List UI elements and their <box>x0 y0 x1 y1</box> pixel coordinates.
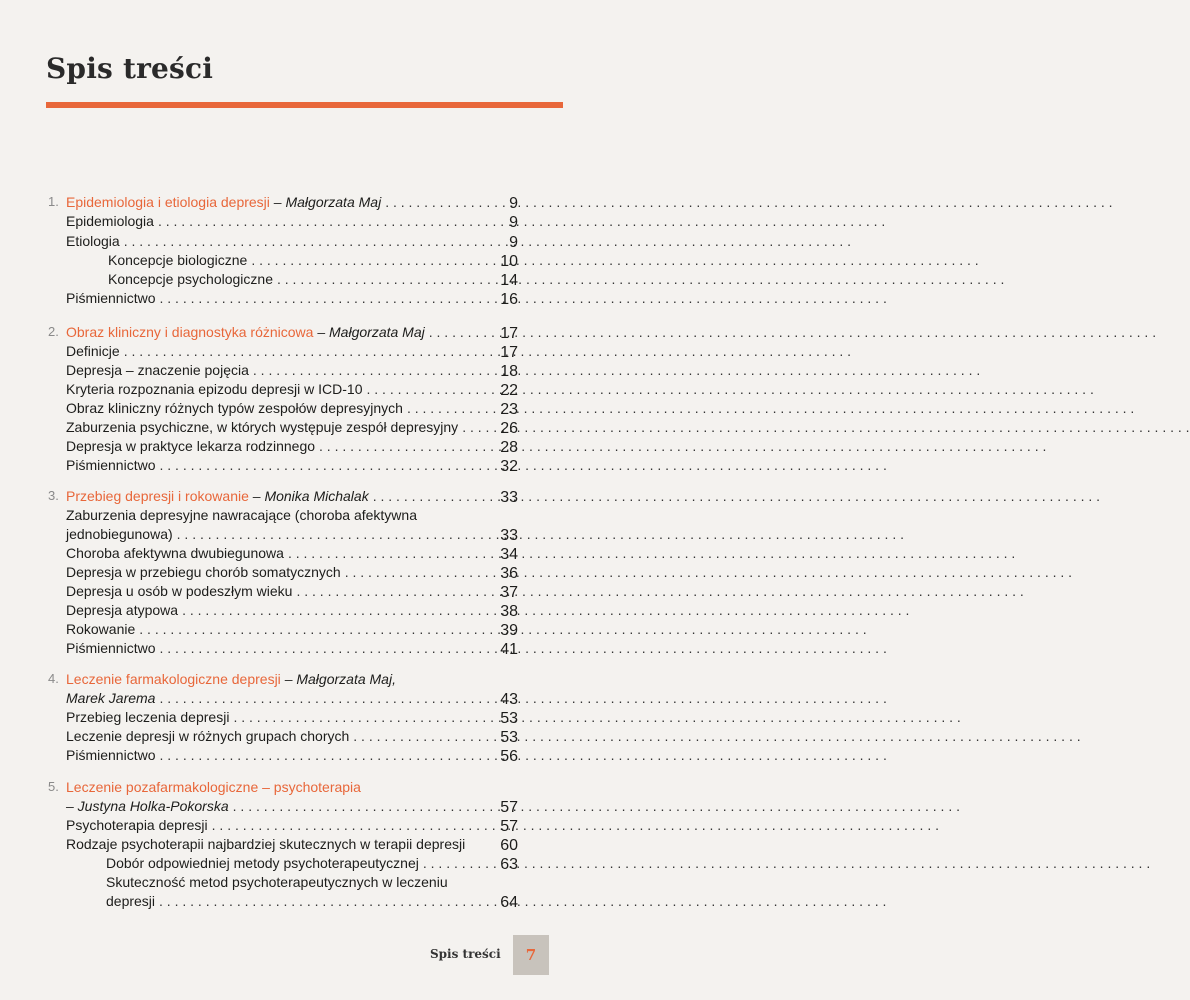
chapter-2-title: Obraz kliniczny i diagnostyka różnicowa <box>66 324 314 340</box>
toc-entry-page: 60 <box>500 837 518 854</box>
toc-entry[interactable]: Koncepcje biologiczne . . . <box>108 250 470 270</box>
chapter-1-title: Epidemiologia i etiologia depresji <box>66 194 270 210</box>
toc-entry[interactable]: Epidemiologia . . . <box>66 211 470 231</box>
chapter-2-page: 17 <box>500 325 518 342</box>
toc-entry[interactable]: Depresja w praktyce lekarza rodzinnego . . . <box>66 436 470 456</box>
toc-entry[interactable]: Definicje . . . <box>66 341 470 361</box>
chapter-2-author: – Małgorzata Maj <box>317 324 425 340</box>
toc-entry[interactable]: Depresja – znaczenie pojęcia . . . <box>66 360 470 380</box>
toc-entry[interactable]: Koncepcje psychologiczne . . . <box>108 269 470 289</box>
chapter-5-author-line[interactable]: – Justyna Holka-Pokorska . . . <box>66 796 470 816</box>
toc-entry[interactable]: Depresja w przebiegu chorób somatycznych . . . <box>66 562 470 582</box>
page-title: Spis treści <box>46 52 214 85</box>
toc-entry-page: 56 <box>500 748 518 765</box>
toc-entry[interactable]: Dobór odpowiedniej metody psychoterapeutycznej . . . <box>106 853 470 873</box>
chapter-5-page: 57 <box>500 799 518 816</box>
toc-entry-page: 34 <box>500 546 518 563</box>
toc-entry[interactable]: depresji . . . <box>106 891 470 911</box>
toc-entry-page: 17 <box>500 344 518 361</box>
toc-entry[interactable]: Leczenie depresji w różnych grupach chorych . . . <box>66 726 470 746</box>
toc-entry-page: 9 <box>509 214 518 231</box>
toc-entry[interactable]: Zaburzenia psychiczne, w których występuje zespół depresyjny . . . <box>66 417 470 437</box>
toc-entry[interactable]: Zaburzenia depresyjne nawracające (choroba afektywna <box>66 507 417 523</box>
toc-entry-page: 38 <box>500 603 518 620</box>
chapter-3-author: – Monika Michalak <box>252 488 369 504</box>
toc-entry[interactable]: jednobiegunowa) . . . <box>66 524 470 544</box>
chapter-2-heading-line[interactable] <box>66 322 486 342</box>
toc-entry[interactable]: Psychoterapia depresji . . . <box>66 815 470 835</box>
toc-entry-page: 28 <box>500 439 518 456</box>
chapter-4-author-line[interactable]: Marek Jarema . . . <box>66 688 470 708</box>
chapter-4-number: 4. <box>48 671 59 686</box>
toc-entry[interactable]: Depresja atypowa . . . <box>66 600 470 620</box>
toc-entry[interactable]: Etiologia . . . <box>66 231 470 251</box>
toc-entry[interactable]: Piśmiennictwo . . . <box>66 455 470 475</box>
toc-entry-page: 23 <box>500 401 518 418</box>
toc-entry[interactable]: Kryteria rozpoznania epizodu depresji w ICD-10 . . . <box>66 379 470 399</box>
chapter-5-title: Leczenie pozafarmakologiczne – psychoterapia <box>66 779 361 795</box>
chapter-5-heading-line[interactable] <box>66 777 518 797</box>
toc-entry-page: 33 <box>500 527 518 544</box>
toc-entry-page: 39 <box>500 622 518 639</box>
toc-entry[interactable]: Skuteczność metod psychoterapeutycznych w leczeniu <box>106 874 448 890</box>
toc-entry[interactable]: Piśmiennictwo . . . <box>66 638 470 658</box>
toc-entry-page: 9 <box>509 234 518 251</box>
chapter-1-heading-line[interactable] <box>66 192 518 212</box>
toc-entry-page: 36 <box>500 565 518 582</box>
toc-entry-page: 41 <box>500 641 518 658</box>
toc-entry-page: 53 <box>500 729 518 746</box>
toc-entry[interactable]: Choroba afektywna dwubiegunowa . . . <box>66 543 470 563</box>
toc-entry-page: 63 <box>500 856 518 873</box>
chapter-3-heading-line[interactable] <box>66 486 470 506</box>
table-of-contents <box>0 0 563 1000</box>
chapter-4-page: 43 <box>500 691 518 708</box>
toc-entry-page: 16 <box>500 291 518 308</box>
chapter-4-title: Leczenie farmakologiczne depresji <box>66 671 281 687</box>
toc-entry-page: 14 <box>500 272 518 289</box>
chapter-5-number: 5. <box>48 779 59 794</box>
toc-entry[interactable]: Rokowanie . . . <box>66 619 470 639</box>
toc-entry-page: 10 <box>500 253 518 270</box>
chapter-3-number: 3. <box>48 488 59 503</box>
chapter-4-author: – Małgorzata Maj, <box>284 671 396 687</box>
page-number: 7 <box>525 946 537 964</box>
toc-entry-page: 26 <box>500 420 518 437</box>
running-footer: Spis treści <box>430 947 501 961</box>
toc-entry-page: 37 <box>500 584 518 601</box>
toc-entry[interactable]: Piśmiennictwo . . . <box>66 288 470 308</box>
page-number-box <box>513 935 549 975</box>
toc-entry[interactable]: Rodzaje psychoterapii najbardziej skutecznych w terapii depresji <box>66 836 466 852</box>
toc-entry-page: 57 <box>500 818 518 835</box>
chapter-3-title: Przebieg depresji i rokowanie <box>66 488 249 504</box>
toc-entry-page: 22 <box>500 382 518 399</box>
toc-entry-page: 53 <box>500 710 518 727</box>
toc-entry[interactable]: Piśmiennictwo . . . <box>66 745 470 765</box>
toc-entry-page: 64 <box>500 894 518 911</box>
chapter-4-heading-line[interactable] <box>66 669 518 689</box>
toc-entry-page: 32 <box>500 458 518 475</box>
chapter-2-number: 2. <box>48 324 59 339</box>
toc-entry-page: 18 <box>500 363 518 380</box>
chapter-1-page: 9 <box>509 195 518 212</box>
chapter-1-author: – Małgorzata Maj <box>273 194 382 210</box>
toc-entry[interactable]: Przebieg leczenia depresji . . . <box>66 707 470 727</box>
chapter-3-page: 33 <box>500 489 518 506</box>
toc-entry[interactable]: Depresja u osób w podeszłym wieku . . . <box>66 581 470 601</box>
chapter-1-number: 1. <box>48 194 59 209</box>
toc-entry[interactable]: Obraz kliniczny różnych typów zespołów depresyjnych . . . <box>66 398 470 418</box>
